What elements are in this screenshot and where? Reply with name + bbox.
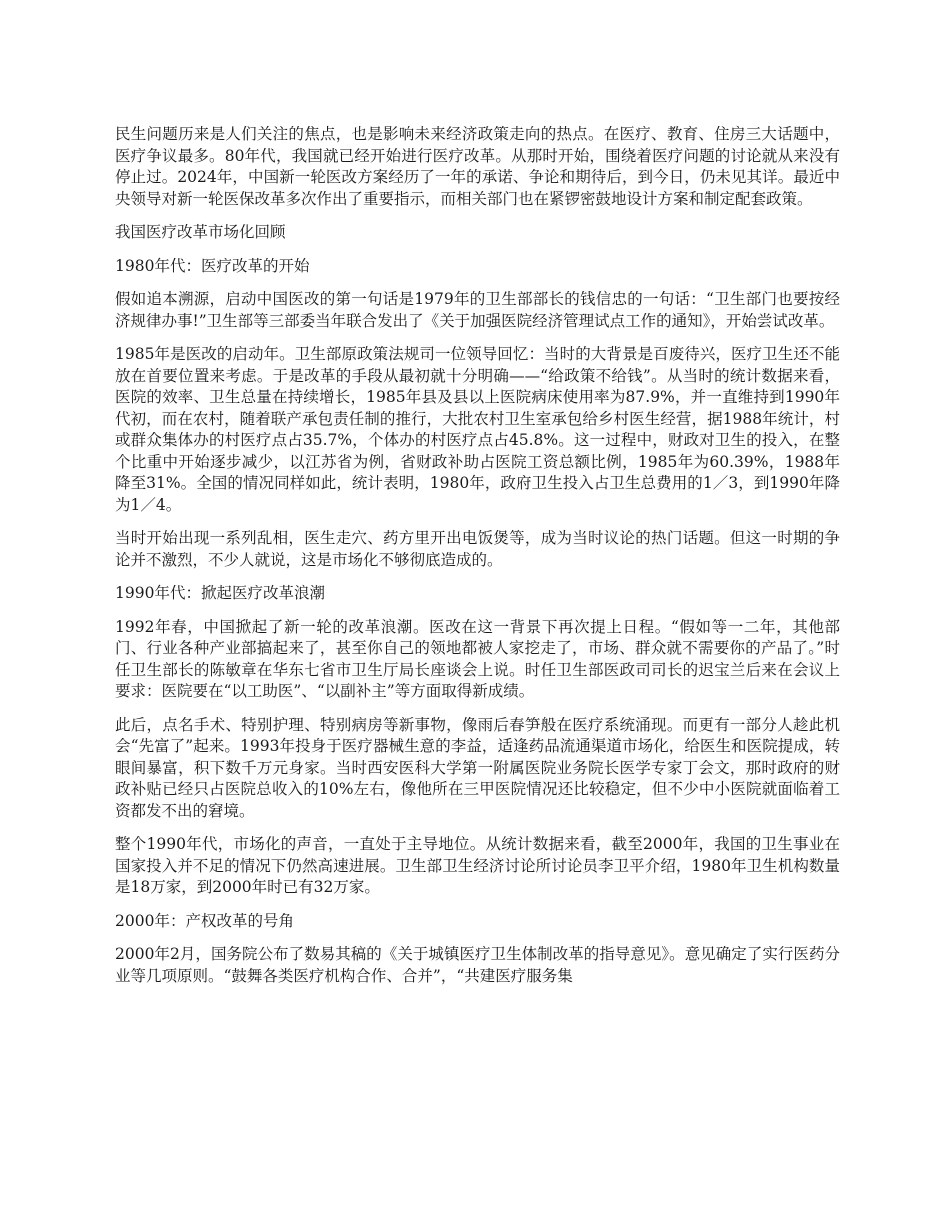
paragraph-2000: 2000年2月，国务院公布了数易其稿的《关于城镇医疗卫生体制改革的指导意见》。意见确定了实行医药分业等几项原则。“鼓舞各类医疗机构合作、合并”，“共建医疗服务集 bbox=[115, 945, 840, 985]
paragraph-chaos: 当时开始出现一系列乱相，医生走穴、药方里开出电饭煲等，成为当时议论的热门话题。但这一时期的争论并不激烈，不少人就说，这是市场化不够彻底造成的。 bbox=[115, 529, 840, 569]
paragraph-1985: 1985年是医改的启动年。卫生部原政策法规司一位领导回忆：当时的大背景是百废待兴，医疗卫生还不能放在首要位置来考虑。于是改革的手段从最初就十分明确——“给政策不给钱”。从当时的统计数据来看，医院的效率、卫生总量在持续增长，1985年县及县以上医院病床使用率为87.9%，并一直维持到1990年代初，而在农村，随着联产承包责任制的推行，大批农村卫生室承包给乡村医生经营，据1988年统计，村或群众集体办的村医疗点占35.7%，个体办的村医疗点占45.8%。这一过程中，财政对卫生的投入，在整个比重中开始逐步减少，以江苏省为例，省财政补助占医院工资总额比例，1985年为60.39%，1988年降至31%。全国的情况同样如此，统计表明，1980年，政府卫生投入占卫生总费用的1／3，到1990年降为1／4。 bbox=[115, 345, 840, 514]
paragraph-1979: 假如追本溯源，启动中国医改的第一句话是1979年的卫生部部长的钱信忠的一句话：“卫生部门也要按经济规律办事!”卫生部等三部委当年联合发出了《关于加强医院经济管理试点工作的通知》，开始尝试改革。 bbox=[115, 290, 840, 330]
paragraph-after: 此后，点名手术、特别护理、特别病房等新事物，像雨后春笋般在医疗系统涌现。而更有一部分人趁此机会“先富了”起来。1993年投身于医疗器械生意的李益，适逢药品流通渠道市场化，给医生和医院提成，转眼间暴富，积下数千万元身家。当时西安医科大学第一附属医院业务院长医学专家丁会文，那时政府的财政补贴已经只占医院总收入的10%左右，像他所在三甲医院情况还比较稳定，但不少中小医院就面临着工资都发不出的窘境。 bbox=[115, 715, 840, 820]
section-heading-2000: 2000年：产权改革的号角 bbox=[115, 911, 294, 930]
section-heading-review: 我国医疗改革市场化回顾 bbox=[115, 223, 286, 241]
paragraph-1990s-summary: 整个1990年代，市场化的声音，一直处于主导地位。从统计数据来看，截至2000年，我国的卫生事业在国家投入并不足的情况下仍然高速进展。卫生部卫生经济讨论所讨论员李卫平介绍，1980年卫生机构数量是18万家，到2000年时已有32万家。 bbox=[115, 835, 840, 896]
section-heading-1990s: 1990年代：掀起医疗改革浪潮 bbox=[115, 584, 325, 602]
section-heading-1980s: 1980年代：医疗改革的开始 bbox=[115, 256, 310, 275]
paragraph-intro: 民生问题历来是人们关注的焦点，也是影响未来经济政策走向的热点。在医疗、教育、住房三大话题中，医疗争议最多。80年代，我国就已经开始进行医疗改革。从那时开始，围绕着医疗问题的讨论就从来没有停止过。2024年，中国新一轮医改方案经历了一年的承诺、争论和期待后，到今日，仍未见其详。最近中央领导对新一轮医保改革多次作出了重要指示，而相关部门也在紧锣密鼓地设计方案和制定配套政策。 bbox=[115, 125, 840, 208]
paragraph-1992: 1992年春，中国掀起了新一轮的改革浪潮。医改在这一背景下再次提上日程。“假如等一二年，其他部门、行业各种产业部搞起来了，甚至你自己的领地都被人家挖走了，市场、群众就不需要你的产品了。”时任卫生部长的陈敏章在华东七省市卫生厅局长座谈会上说。时任卫生部医政司司长的迟宝兰后来在会议上要求：医院要在“以工助医”、“以副补主”等方面取得新成绩。 bbox=[115, 617, 840, 700]
document-body bbox=[115, 124, 840, 999]
